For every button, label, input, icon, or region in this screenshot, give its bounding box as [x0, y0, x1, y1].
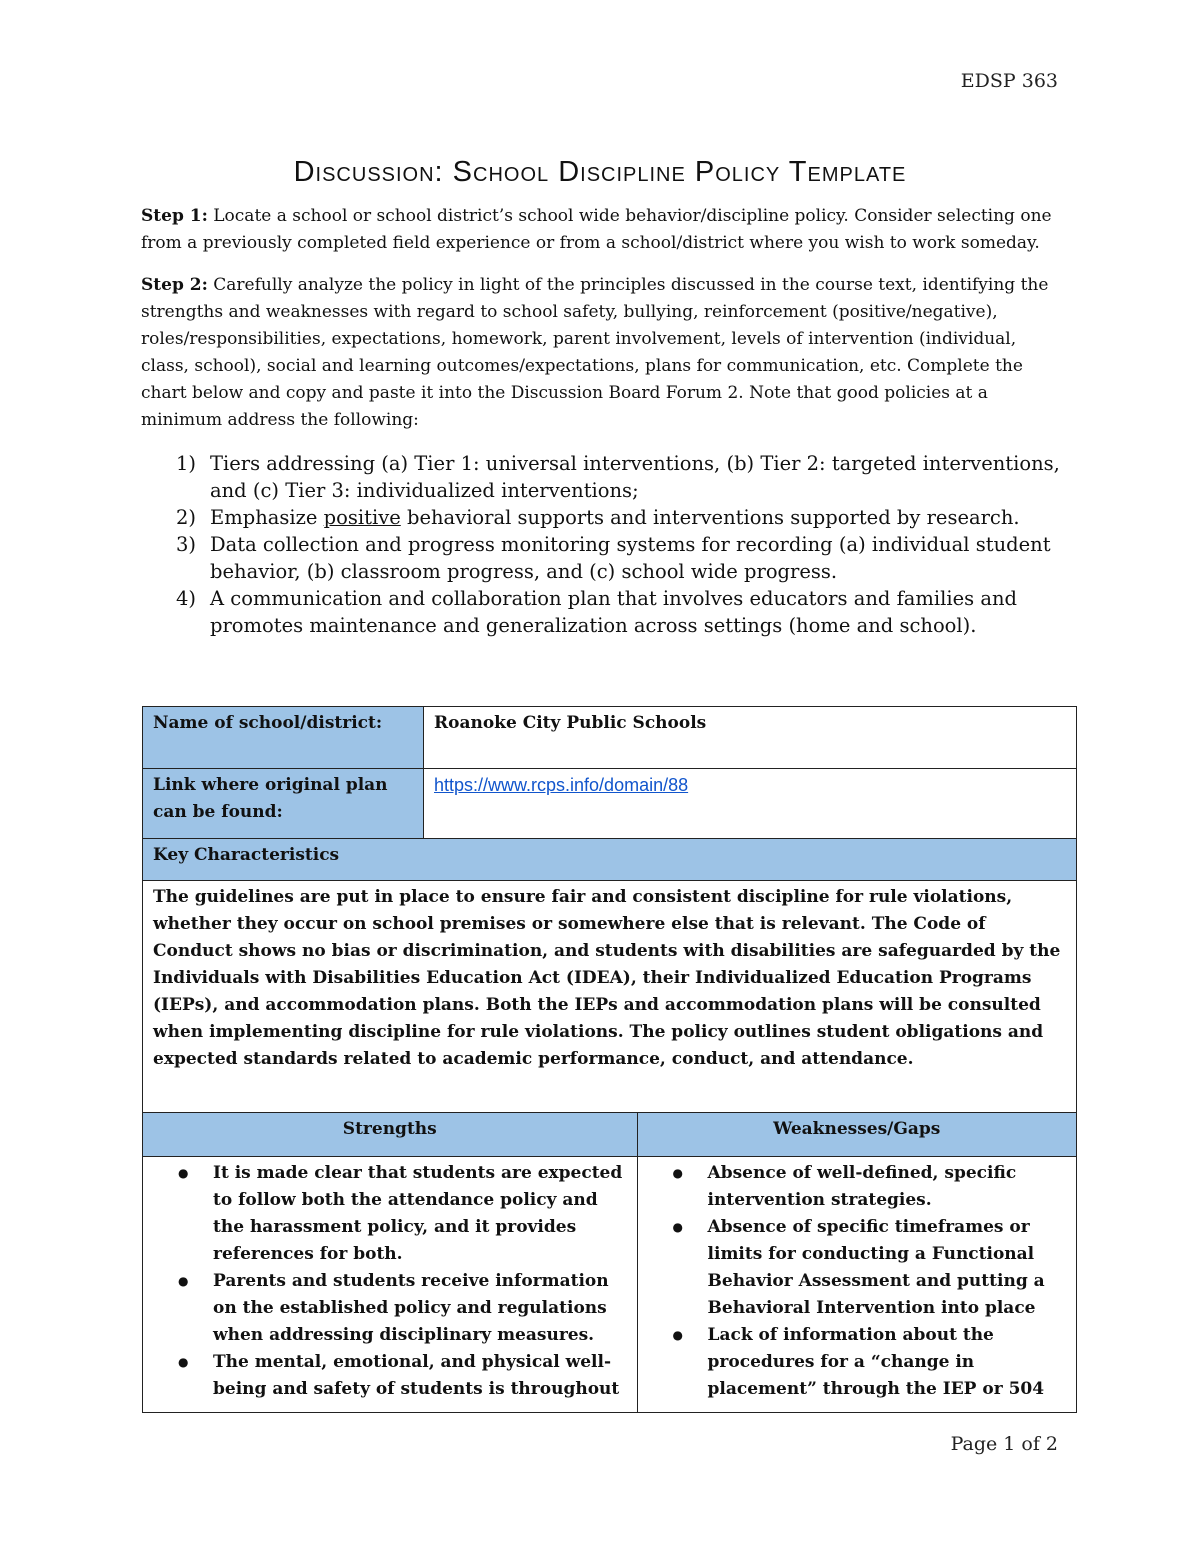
step-1-text: Locate a school or school district’s school wide behavior/discipline policy. Consider selecting one from a previously completed field experience or from a school/district where you wish to work someday.	[141, 206, 1052, 253]
name-value-cell	[424, 707, 1077, 769]
weaknesses-cell	[637, 1157, 1076, 1413]
list-number: 1)	[176, 452, 197, 475]
key-label: Key Characteristics	[153, 845, 340, 865]
policy-link[interactable]: https://www.rcps.info/domain/88	[434, 775, 689, 795]
policy-table	[142, 706, 1077, 1413]
list-item: ● Parents and students receive information on the established policy and regulations when addressing disciplinary measures.	[143, 1268, 627, 1349]
key-text: The guidelines are put in place to ensure fair and consistent discipline for rule violations, whether they occur on school premises or somewhere else that is relevant. The Code of Conduct shows no bias or discrimination, and students with disabilities are safeguarded by the Individuals with Disabilities Education Act (IDEA), their Individualized Education Programs (IEPs), and accommodation plans. Both the IEPs and accommodation plans will be consulted when implementing discipline for rule violations. The policy outlines student obligations and expected standards related to academic performance, conduct, and attendance.	[153, 887, 1061, 1069]
page-title: Discussion: School Discipline Policy Template	[293, 156, 907, 188]
weaknesses-title: Weaknesses/Gaps	[773, 1119, 941, 1139]
requirements-list	[176, 450, 1066, 639]
step-1-paragraph	[141, 203, 1066, 257]
page-number: Page 1 of 2	[950, 1433, 1058, 1455]
weaknesses-header	[637, 1113, 1076, 1157]
list-item: ● The mental, emotional, and physical well-being and safety of students is throughout	[143, 1349, 627, 1403]
list-text: A communication and collaboration plan that involves educators and families and promotes maintenance and generalization across settings (home and school).	[210, 587, 1018, 637]
list-item	[176, 531, 1066, 585]
link-label-cell	[143, 769, 424, 839]
key-characteristics-cell	[143, 881, 1077, 1113]
list-number: 4)	[176, 587, 197, 610]
underlined-word: positive	[323, 506, 401, 529]
list-number: 2)	[176, 506, 197, 529]
strengths-cell	[143, 1157, 638, 1413]
weaknesses-list	[638, 1160, 1066, 1403]
list-item: ● Absence of specific timeframes or limits for conducting a Functional Behavior Assessment and putting a Behavioral Intervention into place	[638, 1214, 1066, 1322]
list-text-pre: Emphasize	[210, 506, 324, 529]
course-code: EDSP 363	[960, 70, 1058, 92]
list-item: ● Absence of well-defined, specific intervention strategies.	[638, 1160, 1066, 1214]
step-2-label: Step 2:	[141, 275, 208, 295]
list-text: Tiers addressing (a) Tier 1: universal interventions, (b) Tier 2: targeted interventions, and (c) Tier 3: individualized interventions;	[210, 452, 1060, 502]
name-label: Name of school/district:	[153, 713, 383, 733]
link-label: Link where original plan can be found:	[153, 775, 388, 822]
school-name: Roanoke City Public Schools	[434, 713, 707, 733]
list-item: ● It is made clear that students are expected to follow both the attendance policy and the harassment policy, and it provides references for both.	[143, 1160, 627, 1268]
strengths-title: Strengths	[342, 1119, 437, 1139]
list-item	[176, 585, 1066, 639]
list-text: Data collection and progress monitoring systems for recording (a) individual student behavior, (b) classroom progress, and (c) school wide progress.	[210, 533, 1051, 583]
name-label-cell	[143, 707, 424, 769]
list-text-post: behavioral supports and interventions supported by research.	[400, 506, 1020, 529]
list-item: ● Lack of information about the procedures for a “change in placement” through the IEP or 504	[638, 1322, 1066, 1403]
step-2-paragraph	[141, 272, 1066, 434]
list-number: 3)	[176, 533, 197, 556]
key-characteristics-header	[143, 839, 1077, 881]
link-value-cell	[424, 769, 1077, 839]
strengths-list	[143, 1160, 627, 1403]
strengths-header	[143, 1113, 638, 1157]
list-text	[210, 504, 1066, 531]
list-item	[176, 504, 1066, 531]
step-1-label: Step 1:	[141, 206, 208, 226]
step-2-text: Carefully analyze the policy in light of the principles discussed in the course text, identifying the strengths and weaknesses with regard to school safety, bullying, reinforcement (positive/negative), roles/responsibilities, expectations, homework, parent involvement, levels of intervention (individual, class, school), social and learning outcomes/expectations, plans for communication, etc. Complete the chart below and copy and paste it into the Discussion Board Forum 2. Note that good policies at a minimum address the following:	[141, 275, 1049, 430]
list-item	[176, 450, 1066, 504]
